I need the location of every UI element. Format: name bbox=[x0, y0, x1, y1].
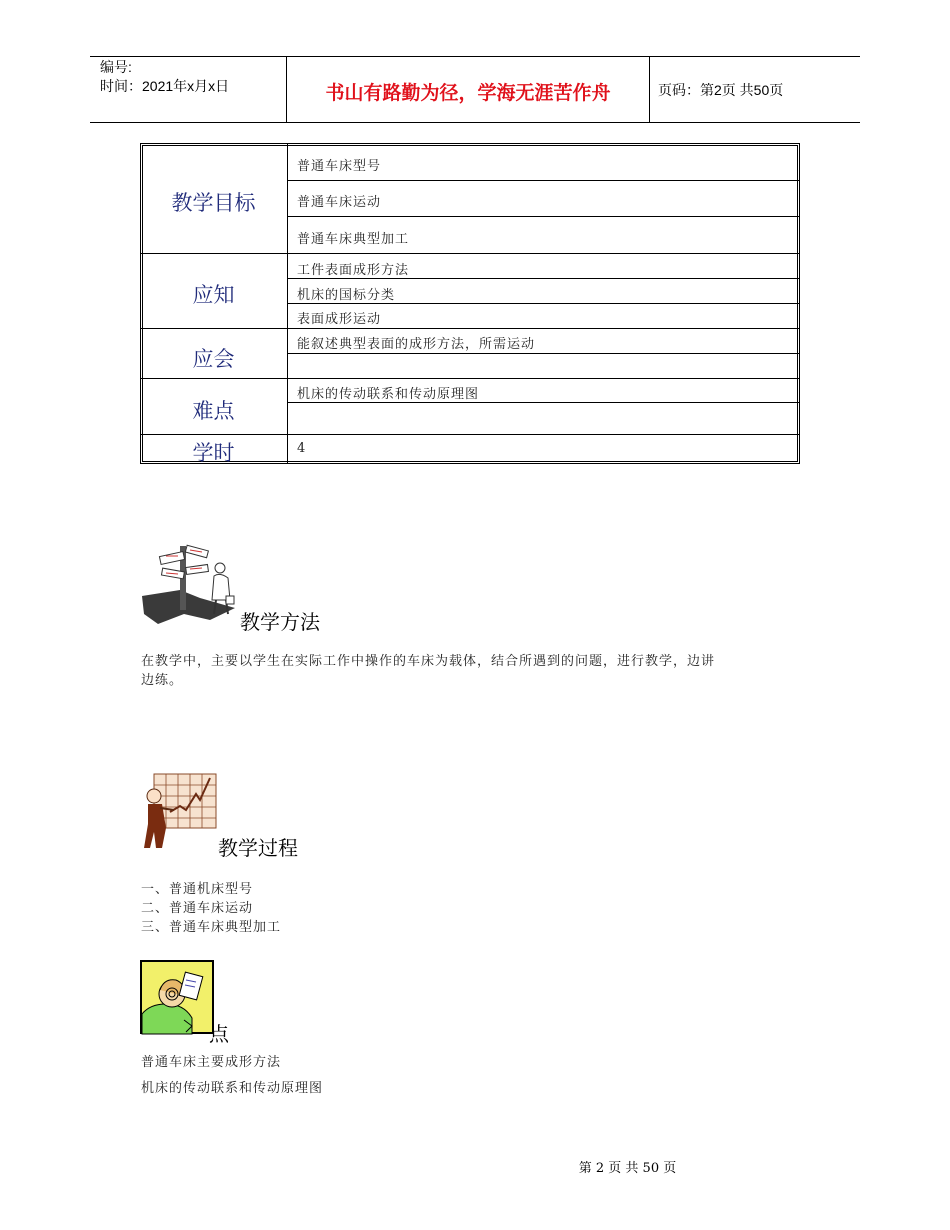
header-divider-right bbox=[649, 56, 650, 122]
table-cell: 机床的传动联系和传动原理图 bbox=[297, 387, 480, 402]
table-row-divider bbox=[140, 253, 800, 254]
table-cell: 机床的国标分类 bbox=[297, 288, 396, 303]
chart-presenter-clipart-icon bbox=[140, 772, 220, 852]
list-item: 机床的传动联系和传动原理图 bbox=[141, 1081, 324, 1096]
table-cell-divider bbox=[287, 216, 800, 217]
table-cell: 普通车床运动 bbox=[297, 195, 382, 210]
header-top-rule bbox=[90, 56, 860, 57]
objectives-table bbox=[140, 143, 800, 464]
signpost-clipart-icon bbox=[140, 538, 240, 628]
category-should-do: 应会 bbox=[192, 347, 235, 371]
header-meta bbox=[100, 58, 229, 96]
list-item: 二、普通车床运动 bbox=[141, 901, 254, 916]
category-should-know: 应知 bbox=[192, 283, 235, 307]
table-cell-divider bbox=[287, 353, 800, 354]
section-title-teaching-process: 教学过程 bbox=[218, 836, 298, 860]
list-item: 普通车床主要成形方法 bbox=[141, 1055, 282, 1070]
header-bottom-rule bbox=[90, 122, 860, 123]
table-cell-divider bbox=[287, 278, 800, 279]
time-label: 时间：2021年x月x日 bbox=[100, 78, 230, 94]
table-cell: 表面成形运动 bbox=[297, 312, 382, 327]
header-motto: 书山有路勤为径，学海无涯苦作舟 bbox=[325, 82, 611, 104]
category-objectives: 教学目标 bbox=[171, 191, 256, 215]
category-hours: 学时 bbox=[192, 441, 235, 465]
serial-label: 编号: bbox=[100, 59, 132, 75]
key-points-list bbox=[141, 1050, 323, 1102]
teaching-process-list bbox=[141, 880, 281, 937]
table-cell: 普通车床典型加工 bbox=[297, 232, 410, 247]
list-item: 一、普通机床型号 bbox=[141, 882, 254, 897]
student-reading-clipart-icon bbox=[140, 960, 216, 1036]
teaching-method-text bbox=[141, 652, 715, 690]
list-item: 三、普通车床典型加工 bbox=[141, 920, 282, 935]
footer-page-number: 第 2 页 共 50 页 bbox=[578, 1161, 677, 1176]
category-difficulty: 难点 bbox=[192, 399, 235, 423]
table-cell-divider bbox=[287, 180, 800, 181]
teaching-method-line: 在教学中，主要以学生在实际工作中操作的车床为载体，结合所遇到的问题，进行教学，边讲 bbox=[141, 654, 716, 669]
table-row-divider bbox=[140, 328, 800, 329]
table-cell: 普通车床型号 bbox=[297, 159, 382, 174]
table-cell: 能叙述典型表面的成形方法，所需运动 bbox=[297, 337, 536, 352]
table-cell: 4 bbox=[297, 441, 307, 456]
page-footer bbox=[0, 1157, 950, 1176]
table-row-divider bbox=[140, 378, 800, 379]
header-page-number: 页码：第2页 共50页 bbox=[658, 82, 784, 98]
section-title-key-points: 点 bbox=[209, 1022, 229, 1046]
section-title-teaching-method: 教学方法 bbox=[240, 610, 320, 634]
table-row-divider bbox=[140, 434, 800, 435]
table-cell-divider bbox=[287, 402, 800, 403]
table-cell-divider bbox=[287, 303, 800, 304]
teaching-method-line: 边练。 bbox=[141, 673, 184, 688]
table-cell: 工件表面成形方法 bbox=[297, 263, 410, 278]
